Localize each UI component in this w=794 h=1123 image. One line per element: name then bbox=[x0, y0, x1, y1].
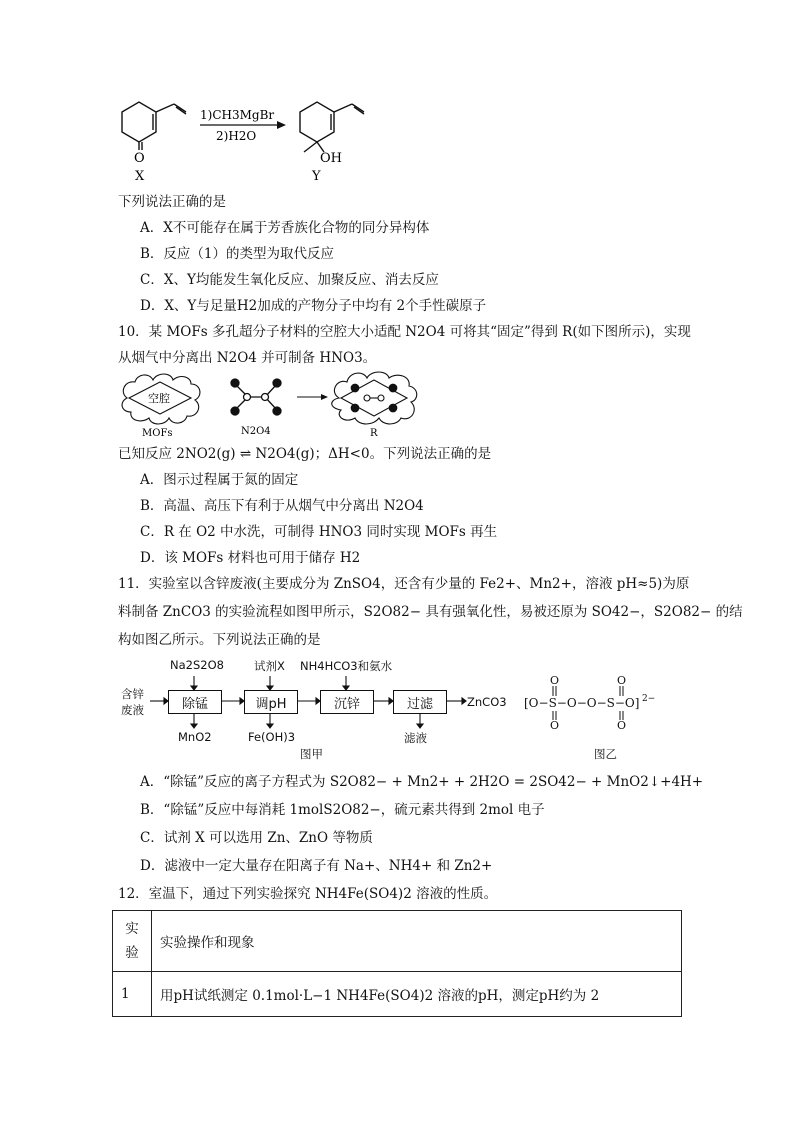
cavity-label: 空腔 bbox=[148, 392, 170, 405]
q9-stem: 下列说法正确的是 bbox=[118, 194, 226, 210]
feed-label-2: 废液 bbox=[121, 703, 144, 717]
caption-jia: 图甲 bbox=[300, 747, 323, 761]
q11-s2o8-structure bbox=[522, 674, 672, 734]
row1-text: 用pH试纸测定 0.1mol·L−1 NH4Fe(SO4)2 溶液的pH，测定pH约为 2 bbox=[152, 972, 682, 1017]
q9-reaction-scheme bbox=[112, 90, 392, 190]
product-znco3: ZnCO3 bbox=[467, 695, 507, 709]
q9-option-c[interactable]: C．X、Y均能发生氧化反应、加聚反应、消去反应 bbox=[140, 272, 439, 288]
reagent-line1: 1)CH3MgBr bbox=[200, 108, 275, 122]
svg-text:[O−S−O−O−S−O]: [O−S−O−O−S−O] bbox=[524, 696, 640, 710]
molecule-x bbox=[122, 102, 186, 150]
q12-stem: 12．室温下，通过下列实验探究 NH4Fe(SO4)2 溶液的性质。 bbox=[118, 886, 498, 902]
svg-text:O: O bbox=[550, 674, 560, 687]
flow-arrows bbox=[150, 670, 470, 740]
header-experiment-cell bbox=[113, 911, 152, 972]
y-oh-label: OH bbox=[320, 151, 342, 166]
table-row bbox=[113, 972, 682, 1017]
q10-option-b[interactable]: B．高温、高压下有利于从烟气中分离出 N2O4 bbox=[140, 498, 424, 514]
q9-option-d[interactable]: D．X、Y与足量H2加成的产物分子中均有 2个手性碳原子 bbox=[140, 298, 487, 314]
q9-option-a[interactable]: A．X不可能存在属于芳香族化合物的同分异构体 bbox=[140, 220, 430, 236]
svg-text:O: O bbox=[617, 719, 627, 732]
q11-option-c[interactable]: C．试剂 X 可以选用 Zn、ZnO 等物质 bbox=[140, 830, 373, 846]
q11-stem-line1: 11．实验室以含锌废液(主要成分为 ZnSO4，还含有少量的 Fe2+、Mn2+，溶液 pH≈5)为原 bbox=[118, 576, 690, 592]
step-filter: 过滤 bbox=[393, 690, 447, 714]
step-precipitate-zn: 沉锌 bbox=[320, 690, 374, 714]
q11-option-d[interactable]: D．滤液中一定大量存在阳离子有 Na+、NH4+ 和 Zn2+ bbox=[140, 858, 493, 874]
x-label: X bbox=[135, 169, 145, 184]
q9-option-b[interactable]: B．反应（1）的类型为取代反应 bbox=[140, 246, 335, 262]
step-adjust-ph: 调pH bbox=[244, 690, 298, 714]
n2o4-molecule bbox=[231, 379, 281, 415]
header-col1-line1: 实 bbox=[125, 921, 139, 937]
reagent-nh4hco3: NH4HCO3和氨水 bbox=[300, 659, 393, 673]
step-remove-mn: 除锰 bbox=[168, 690, 222, 714]
r-label: R bbox=[370, 428, 378, 439]
molecule-y bbox=[300, 102, 364, 152]
q10-stem-line2: 从烟气中分离出 N2O4 并可制备 HNO3。 bbox=[118, 350, 377, 366]
svg-text:O: O bbox=[617, 674, 627, 687]
out-mno2: MnO2 bbox=[178, 730, 212, 744]
q10-option-a[interactable]: A．图示过程属于氮的固定 bbox=[140, 472, 299, 488]
reagent-na2s2o8: Na2S2O8 bbox=[170, 658, 224, 672]
x-oxygen-label: O bbox=[134, 151, 145, 166]
caption-yi: 图乙 bbox=[594, 747, 617, 761]
q12-experiment-table bbox=[112, 910, 682, 1017]
n2o4-label: N2O4 bbox=[241, 426, 271, 437]
header-col1-line2: 验 bbox=[125, 945, 139, 961]
q10-mofs-diagram bbox=[115, 370, 425, 440]
reagent-line2: 2)H2O bbox=[216, 129, 257, 143]
row1-number: 1 bbox=[113, 972, 152, 1017]
mofs-label: MOFs bbox=[142, 428, 173, 439]
table-header-row bbox=[113, 911, 682, 972]
reagent-x: 试剂X bbox=[254, 659, 285, 673]
q11-option-a[interactable]: A．“除锰”反应的离子方程式为 S2O82− + Mn2+ + 2H2O = 2SO42− + MnO2↓+4H+ bbox=[140, 774, 704, 790]
svg-text:2−: 2− bbox=[642, 694, 656, 704]
q11-stem-line2: 料制备 ZnCO3 的实验流程如图甲所示，S2O82− 具有强氧化性，易被还原为 SO42−，S2O82− 的结 bbox=[118, 604, 743, 620]
q11-option-b[interactable]: B．“除锰”反应中每消耗 1molS2O82−，硫元素共得到 2mol 电子 bbox=[140, 802, 545, 818]
out-filtrate: 滤液 bbox=[404, 731, 427, 745]
feed-label-1: 含锌 bbox=[121, 687, 144, 701]
q10-option-c[interactable]: C．R 在 O2 中水洗，可制得 HNO3 同时实现 MOFs 再生 bbox=[140, 524, 498, 540]
q10-option-d[interactable]: D．该 MOFs 材料也可用于储存 H2 bbox=[140, 550, 361, 566]
y-label: Y bbox=[312, 169, 321, 184]
out-feoh3: Fe(OH)3 bbox=[248, 730, 296, 744]
q10-known: 已知反应 2NO2(g) ⇌ N2O4(g)；ΔH<0。下列说法正确的是 bbox=[118, 446, 492, 462]
header-operation-cell: 实验操作和现象 bbox=[152, 911, 682, 972]
q11-stem-line3: 构如图乙所示。下列说法正确的是 bbox=[118, 632, 321, 648]
svg-text:O: O bbox=[550, 719, 560, 732]
q10-stem-line1: 10．某 MOFs 多孔超分子材料的空腔大小适配 N2O4 可将其“固定”得到 R(如下图所示)，实现 bbox=[118, 324, 691, 340]
